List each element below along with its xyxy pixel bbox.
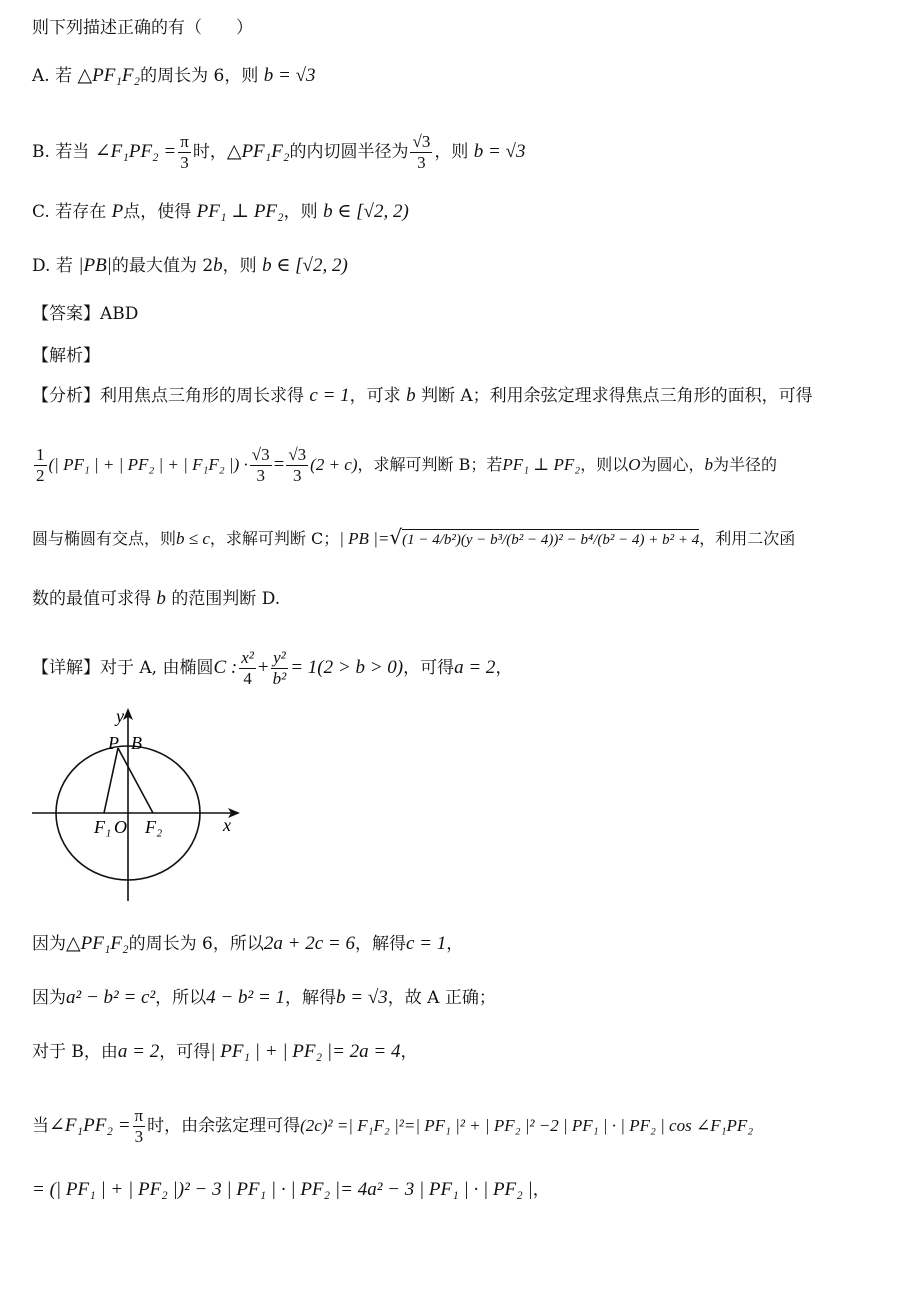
x-fraction xyxy=(239,648,256,689)
frac-num: π xyxy=(134,1106,144,1125)
option-b xyxy=(32,132,525,173)
solution-text: ， xyxy=(446,934,464,954)
option-c xyxy=(32,200,409,224)
solution-math: a² − b² = c² xyxy=(66,987,156,1008)
analysis-text: ，则以 xyxy=(580,455,629,474)
analysis-math: b xyxy=(704,455,714,474)
option-b-math1: ∠F₁PF₂ = xyxy=(94,141,177,162)
analysis-heading: 【解析】 xyxy=(32,346,100,366)
option-b-text3: 的内切圆半径为 xyxy=(289,142,409,162)
analysis-text: 的范围判断 D. xyxy=(171,589,281,609)
solution-math: 4 − b² = 1 xyxy=(206,987,286,1008)
solution-math: (2c)² =| F₁F₂ |²=| PF₁ |² + | PF₂ |² −2 | PF₁ | · | PF₂ | cos ∠F₁PF₂ xyxy=(300,1116,754,1135)
solution-text: 因为 xyxy=(32,934,66,954)
detail-line xyxy=(32,648,512,689)
point-p-label: P xyxy=(108,733,119,753)
option-d-text1: 若 xyxy=(55,256,73,276)
option-d-label: D. xyxy=(32,256,51,276)
frac-num: √3 xyxy=(412,132,431,151)
detail-math: C : xyxy=(213,657,238,678)
question-intro: 则下列描述正确的有（ ） xyxy=(32,18,253,38)
segment-pf1 xyxy=(104,748,118,813)
analysis-line-4 xyxy=(32,587,280,611)
frac-den: 3 xyxy=(293,466,302,485)
solution-text: 时，由余弦定理可得 xyxy=(147,1116,301,1136)
point-f1-label: F₁ xyxy=(94,817,112,837)
option-d xyxy=(32,254,348,278)
option-c-text1: 若存在 xyxy=(55,202,107,222)
solution-math: ∠F₁PF₂ = xyxy=(49,1115,131,1136)
analysis-math: (2 + c) xyxy=(310,455,358,474)
frac-num: π xyxy=(180,132,189,151)
solution-text: ，故 A 正确； xyxy=(387,988,496,1008)
option-b-math2: △PF₁F₂ xyxy=(226,141,290,162)
option-d-math1: |PB| xyxy=(78,255,112,276)
solution-text: 对于 B，由 xyxy=(32,1042,118,1062)
solution-math: b = √3 xyxy=(336,987,388,1008)
option-b-fraction xyxy=(178,132,191,173)
frac-num: x² xyxy=(241,648,254,667)
solution-math: 2a + 2c = 6 xyxy=(263,933,355,954)
analysis-line-1 xyxy=(32,384,813,408)
analysis-line-3 xyxy=(32,525,795,552)
answer: 【答案】ABD xyxy=(32,304,139,324)
option-a xyxy=(32,64,316,88)
detail-math: + xyxy=(257,657,269,678)
pi-fraction xyxy=(133,1106,146,1147)
option-b-text4: ，则 xyxy=(434,142,469,162)
solution-text: ， xyxy=(400,1042,418,1062)
option-b-text2: 时， xyxy=(192,142,227,162)
option-b-label: B. xyxy=(32,142,50,162)
analysis-math: b xyxy=(156,588,166,609)
option-a-label: A. xyxy=(32,66,50,86)
sqrt3-fraction xyxy=(250,445,272,486)
solution-line-3 xyxy=(32,1040,417,1064)
ellipse-figure xyxy=(30,705,245,905)
y-axis-label: y xyxy=(116,706,124,726)
solution-text: 当 xyxy=(32,1116,49,1136)
frac-den: 3 xyxy=(134,1127,144,1146)
analysis-text: 圆与椭圆有交点，则 xyxy=(32,529,177,548)
half-fraction xyxy=(34,445,47,486)
solution-line-4 xyxy=(32,1106,753,1147)
solution-math: a = 2 xyxy=(117,1041,160,1062)
solution-text: ，可得 xyxy=(159,1042,211,1062)
frac-num: √3 xyxy=(288,445,307,464)
x-axis-label: x xyxy=(223,815,231,835)
analysis-text: 为半径的 xyxy=(713,455,778,474)
analysis-math: b ≤ c xyxy=(176,529,210,548)
frac-den: 3 xyxy=(417,153,426,172)
detail-text: ， xyxy=(495,658,513,678)
option-d-text3: ，则 xyxy=(222,256,257,276)
solution-text: ，所以 xyxy=(155,988,207,1008)
analysis-text: ，可求 xyxy=(349,386,401,406)
solution-text: ，解得 xyxy=(285,988,337,1008)
option-d-math3: b ∈ [√2, 2) xyxy=(262,255,348,276)
solution-text: ，解得 xyxy=(354,934,406,954)
frac-den: 2 xyxy=(36,466,45,485)
detail-text: 【详解】对于 A, 由椭圆 xyxy=(32,658,214,678)
analysis-text: ，求解可判断 B；若 xyxy=(357,455,503,474)
option-c-label: C. xyxy=(32,202,50,222)
solution-text: 因为 xyxy=(32,988,66,1008)
analysis-math: b xyxy=(406,385,416,406)
option-b-text1: 若当 xyxy=(55,142,90,162)
frac-num: 1 xyxy=(36,445,45,464)
option-a-math2: b = √3 xyxy=(263,65,316,86)
option-c-text3: ，则 xyxy=(283,202,318,222)
option-c-text2: 点，使得 xyxy=(123,202,192,222)
frac-num: y² xyxy=(271,648,289,669)
solution-line-1 xyxy=(32,932,463,956)
segment-pf2 xyxy=(118,748,153,813)
root-expression: (1 − 4/b²)(y − b³/(b² − 4))² − b⁴/(b² − 4) + b² + 4 xyxy=(402,529,699,548)
analysis-text: 【分析】利用焦点三角形的周长求得 xyxy=(32,386,304,406)
point-o-label: O xyxy=(114,817,127,837)
option-c-math2: PF₁ ⊥ PF₂ xyxy=(196,201,284,222)
sqrt3-fraction xyxy=(286,445,308,486)
analysis-text: 判断 A；利用余弦定理求得焦点三角形的面积，可得 xyxy=(420,386,813,406)
analysis-math: = xyxy=(273,454,285,475)
analysis-text: ，求解可判断 C； xyxy=(209,529,340,548)
solution-text: 的周长为 6，所以 xyxy=(128,934,264,954)
point-f2-label: F₂ xyxy=(145,817,163,837)
frac-num: √3 xyxy=(251,445,270,464)
solution-math: c = 1 xyxy=(405,933,447,954)
frac-den: 3 xyxy=(256,466,265,485)
sqrt-sign: √ xyxy=(389,525,403,549)
option-c-math3: b ∈ [√2, 2) xyxy=(323,201,409,222)
frac-den: 4 xyxy=(243,669,252,688)
solution-math: △PF₁F₂ xyxy=(66,933,129,954)
option-d-text2: 的最大值为 2 xyxy=(111,256,214,276)
option-d-math2: b xyxy=(213,255,223,276)
option-a-text2: 的周长为 6，则 xyxy=(140,66,259,86)
analysis-text: ，利用二次函 xyxy=(699,529,796,548)
option-c-math1: P xyxy=(111,201,124,222)
solution-line-2 xyxy=(32,986,496,1010)
option-a-text1: 若 xyxy=(55,66,73,86)
analysis-math: O xyxy=(628,455,641,474)
frac-den: b² xyxy=(272,669,287,688)
analysis-math: c = 1 xyxy=(309,385,350,406)
detail-text: ，可得 xyxy=(403,658,455,678)
y-fraction xyxy=(271,648,289,689)
detail-math: a = 2 xyxy=(454,657,496,678)
frac-den: 3 xyxy=(180,153,189,172)
solution-math: | PF₁ | + | PF₂ |= 2a = 4 xyxy=(210,1041,401,1062)
option-b-math3: b = √3 xyxy=(473,141,526,162)
point-b-label: B xyxy=(131,733,142,753)
analysis-math: (| PF₁ | + | PF₂ | + | F₁F₂ |) · xyxy=(48,455,248,474)
option-a-math1: △PF₁F₂ xyxy=(77,65,141,86)
analysis-math: | PB |= xyxy=(339,529,390,548)
analysis-line-2 xyxy=(32,445,777,486)
analysis-text: 为圆心， xyxy=(640,455,705,474)
solution-text: ， xyxy=(532,1180,550,1200)
solution-math: = (| PF₁ | + | PF₂ |)² − 3 | PF₁ | · | PF₂ |= 4a² − 3 | PF₁ | · | PF₂ | xyxy=(32,1179,533,1200)
option-b-fraction2 xyxy=(410,132,432,173)
analysis-text: 数的最值可求得 xyxy=(32,589,151,609)
solution-line-5 xyxy=(32,1178,550,1202)
detail-math: = 1(2 > b > 0) xyxy=(290,657,404,678)
analysis-math: PF₁ ⊥ PF₂ xyxy=(502,455,581,474)
